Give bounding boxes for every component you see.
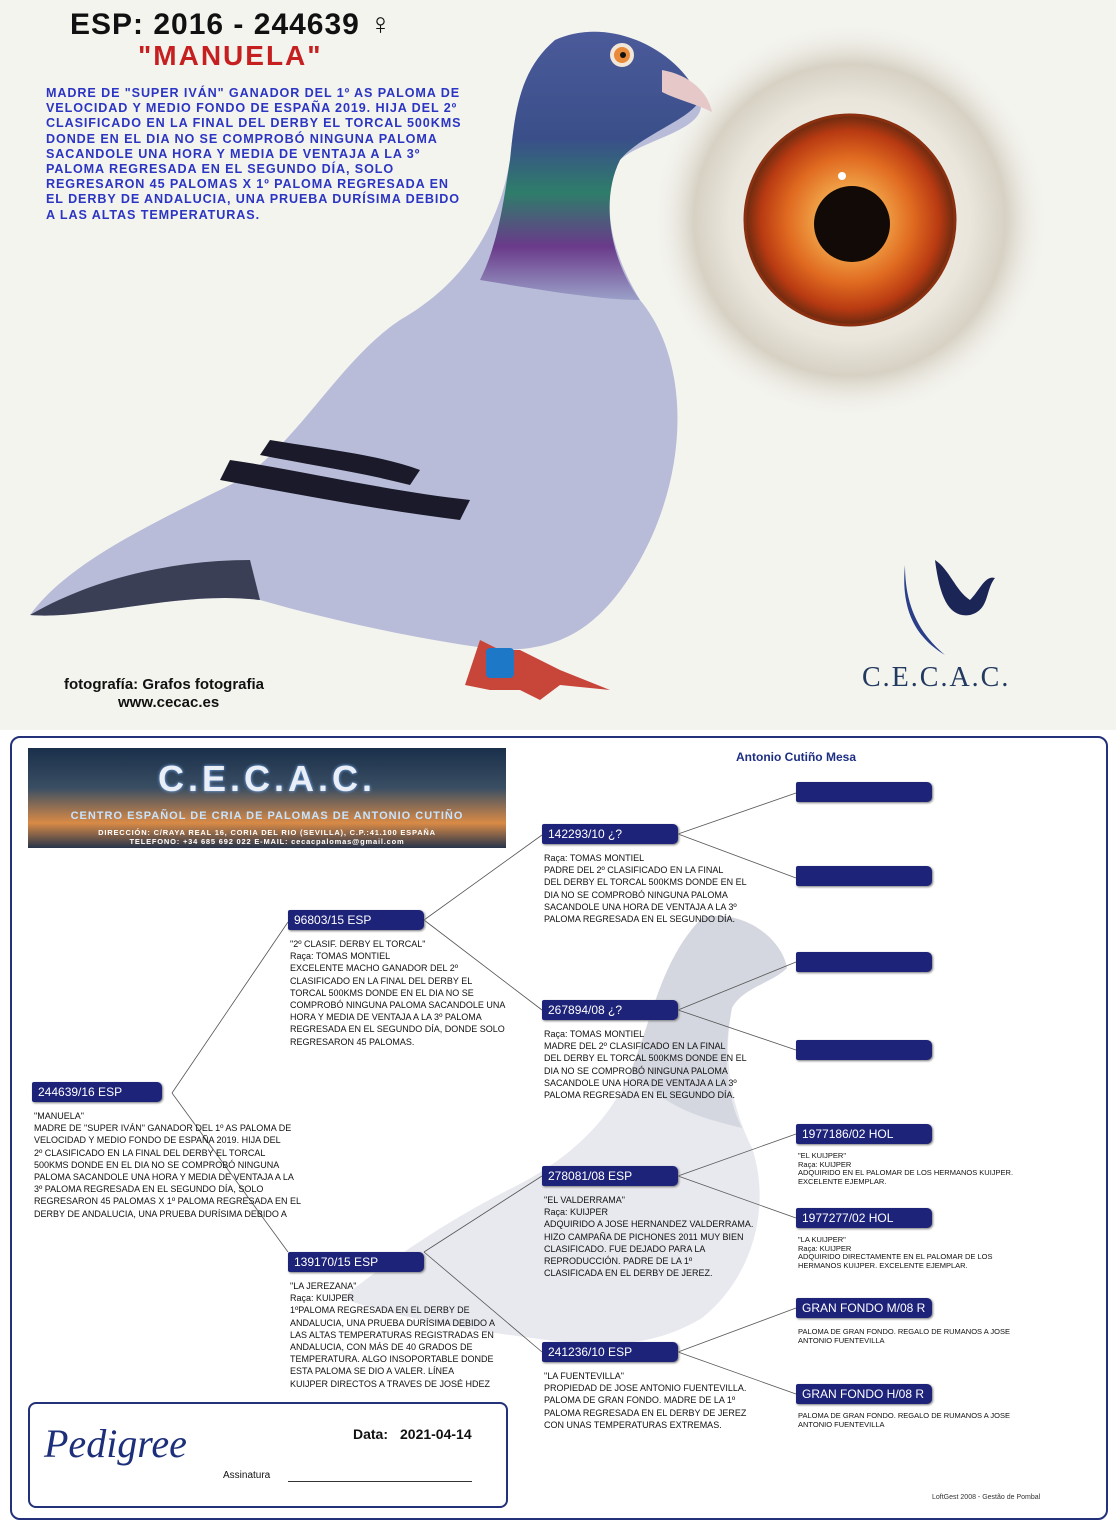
bird-showcase: [0, 0, 1116, 730]
sss-ring-box[interactable]: [796, 782, 932, 802]
sire-info: "2º CLASIF. DERBY EL TORCAL" Raça: TOMAS MONTIEL EXCELENTE MACHO GANADOR DEL 2º CLASIFICADO EN LA FINAL DEL DERBY EL TORCAL 500KMS DONDE EN EL DIA NO SE COMPROBÓ NINGUNA PALOMA SACANDOLE UNA HORA Y MEDIA DE VENTAJA A LA 3º PALOMA REGRESADA EN EL SEGUNDO DÍA, DONDE SOLO REGRESARON 45 PALOMAS.: [290, 939, 506, 1047]
brand-name: C.E.C.A.C.: [862, 662, 1011, 693]
dam-dam-ring-box[interactable]: 241236/10 ESP: [542, 1342, 678, 1362]
signature-line[interactable]: [288, 1481, 472, 1482]
dsd-info: "LA KUIJPER" Raça: KUIJPER ADQUIRIDO DIRECTAMENTE EN EL PALOMAR DE LOS HERMANOS KUIJPER. EXCELENTE EJEMPLAR.: [798, 1235, 993, 1270]
cecac-banner: [28, 748, 506, 848]
dss-info: "EL KUIJPER" Raça: KUIJPER ADQUIRIDO EN EL PALOMAR DE LOS HERMANOS KUIJPER. EXCELENTE EJEMPLAR.: [798, 1151, 1014, 1186]
ssd-ring-box[interactable]: [796, 866, 932, 886]
sire-dam-info: Raça: TOMAS MONTIEL MADRE DEL 2º CLASIFICADO EN LA FINAL DEL DERBY EL TORCAL 500KMS DONDE EN EL DIA NO SE COMPROBÓ NINGUNA PALOMA SACANDOLE UNA HORA DE VENTAJA A LA 3º PALOMA REGRESADA EN EL SEGUNDO DÍA.: [544, 1029, 747, 1101]
leg-ring: [486, 648, 514, 678]
banner-address: DIRECCIÓN: C/RAYA REAL 16, CORIA DEL RIO (SEVILLA), C.P.:41.100 ESPAÑA: [98, 828, 436, 837]
footer-credit: LoftGest 2008 - Gestão de Pombal: [932, 1494, 1041, 1501]
sdd-ring-box[interactable]: [796, 1040, 932, 1060]
date-label: Data:: [353, 1426, 389, 1442]
brand-bird-icon: [935, 560, 995, 615]
dam-sire-ring-box[interactable]: 278081/08 ESP: [542, 1166, 678, 1186]
dam-sire-info: "EL VALDERRAMA" Raça: KUIJPER ADQUIRIDO A JOSE HERNANDEZ VALDERRAMA. HIZO CAMPAÑA DE PICHONES 2011 MUY BIEN CLASIFICADO. FUE DEJADO PARA LA REPRODUCCIÓN. PADRE DE LA 1º CLASIFICADA EN EL DERBY DE JEREZ.: [544, 1195, 754, 1279]
banner-subtitle: CENTRO ESPAÑOL DE CRIA DE PALOMAS DE ANTONIO CUTIÑO: [70, 810, 464, 822]
dam-ring-box[interactable]: 139170/15 ESP: [288, 1252, 424, 1272]
dds-info: PALOMA DE GRAN FONDO. REGALO DE RUMANOS A JOSE ANTONIO FUENTEVILLA: [798, 1327, 1010, 1345]
pedigree-logo: Pedigree: [44, 1421, 187, 1466]
dam-info: "LA JEREZANA" Raça: KUIJPER 1ºPALOMA REGRESADA EN EL DERBY DE ANDALUCIA, UNA PRUEBA DURÍSIMA DEBIDO A LAS ALTAS TEMPERATURAS REGISTRADAS EN ANDALUCIA, CON MÁS DE 40 GRADOS DE TEMPERATURA. ALGO INSOPORTABLE DONDE ESTA PALOMA SE DIO A VALER. LÍNEA KUIJPER DIRECTOS A TRAVES DE JOSÉ HDEZ: [290, 1281, 496, 1389]
sire-dam-ring-box[interactable]: 267894/08 ¿?: [542, 1000, 678, 1020]
bird-title: ESP: 2016 - 244639 ♀: [70, 8, 393, 41]
subject-info: "MANUELA" MADRE DE "SUPER IVÁN" GANADOR DEL 1º AS PALOMA DE VELOCIDAD Y MEDIO FONDO DE ESPAÑA 2019. HIJA DEL 2º CLASIFICADO EN LA FINAL DEL DERBY EL TORCAL 500KMS DONDE EN EL DIA NO SE COMPROBÓ NINGUNA PALOMA SACANDOLE UNA HORA Y MEDIA DE VENTAJA A LA 3º PALOMA REGRESADA EN EL SEGUNDO DÍA, SOLO REGRESARON 45 PALOMAS X 1º PALOMA REGRESADA EN EL DERBY DE ANDALUCIA, UNA PRUEBA DURÍSIMA DEBIDO A: [34, 1111, 302, 1219]
website-link[interactable]: www.cecac.es: [118, 694, 220, 711]
sire-sire-info: Raça: TOMAS MONTIEL PADRE DEL 2º CLASIFICADO EN LA FINAL DEL DERBY EL TORCAL 500KMS DONDE EN EL DIA NO SE COMPROBÓ NINGUNA PALOMA SACANDOLE UNA HORA DE VENTAJA A LA 3º PALOMA REGRESADA EN EL SEGUNDO DÍA.: [544, 853, 747, 925]
signature-box: [28, 1402, 508, 1508]
eye-pupil: [814, 186, 890, 262]
bird-description: MADRE DE "SUPER IVÁN" GANADOR DEL 1º AS PALOMA DE VELOCIDAD Y MEDIO FONDO DE ESPAÑA 2019. HIJA DEL 2º CLASIFICADO EN LA FINAL DEL DERBY EL TORCAL 500KMS DONDE EN EL DIA NO SE COMPROBÓ NINGUNA PALOMA SACANDOLE UNA HORA Y MEDIA DE VENTAJA A LA 3º PALOMA REGRESADA EN EL SEGUNDO DÍA, SOLO REGRESARON 45 PALOMAS X 1º PALOMA REGRESADA EN EL DERBY DE ANDALUCIA, UNA PRUEBA DURÍSIMA DEBIDO A LAS ALTAS TEMPERATURAS.: [46, 86, 462, 222]
subject-ring-box[interactable]: 244639/16 ESP: [32, 1082, 162, 1102]
dds-ring-box[interactable]: GRAN FONDO M/08 R: [796, 1298, 932, 1318]
dss-ring-box[interactable]: 1977186/02 HOL: [796, 1124, 932, 1144]
pedigree-sheet: [10, 736, 1108, 1520]
banner-contact: TELEFONO: +34 685 692 022 E-MAIL: cecacpalomas@gmail.com: [129, 837, 405, 846]
sds-ring-box[interactable]: [796, 952, 932, 972]
sire-ring-box[interactable]: 96803/15 ESP: [288, 910, 424, 930]
photo-credit: fotografía: Grafos fotografia: [64, 676, 265, 693]
banner-title: C.E.C.A.C.: [157, 758, 376, 799]
dsd-ring-box[interactable]: 1977277/02 HOL: [796, 1208, 932, 1228]
sire-sire-ring-box[interactable]: 142293/10 ¿?: [542, 824, 678, 844]
dam-dam-info: "LA FUENTEVILLA" PROPIEDAD DE JOSE ANTONIO FUENTEVILLA. PALOMA DE GRAN FONDO. MADRE DE LA 1º PALOMA REGRESADA EN EL DERBY DE JEREZ CON UNAS TEMPERATURAS EXTREMAS.: [544, 1371, 747, 1430]
signature-label: Assinatura: [223, 1470, 271, 1481]
ddd-info: PALOMA DE GRAN FONDO. REGALO DE RUMANOS A JOSE ANTONIO FUENTEVILLA: [798, 1411, 1010, 1429]
owner-name: Antonio Cutiño Mesa: [736, 750, 856, 764]
bird-name: "MANUELA": [138, 40, 323, 71]
ddd-ring-box[interactable]: GRAN FONDO H/08 R: [796, 1384, 932, 1404]
date-value: 2021-04-14: [400, 1426, 472, 1442]
